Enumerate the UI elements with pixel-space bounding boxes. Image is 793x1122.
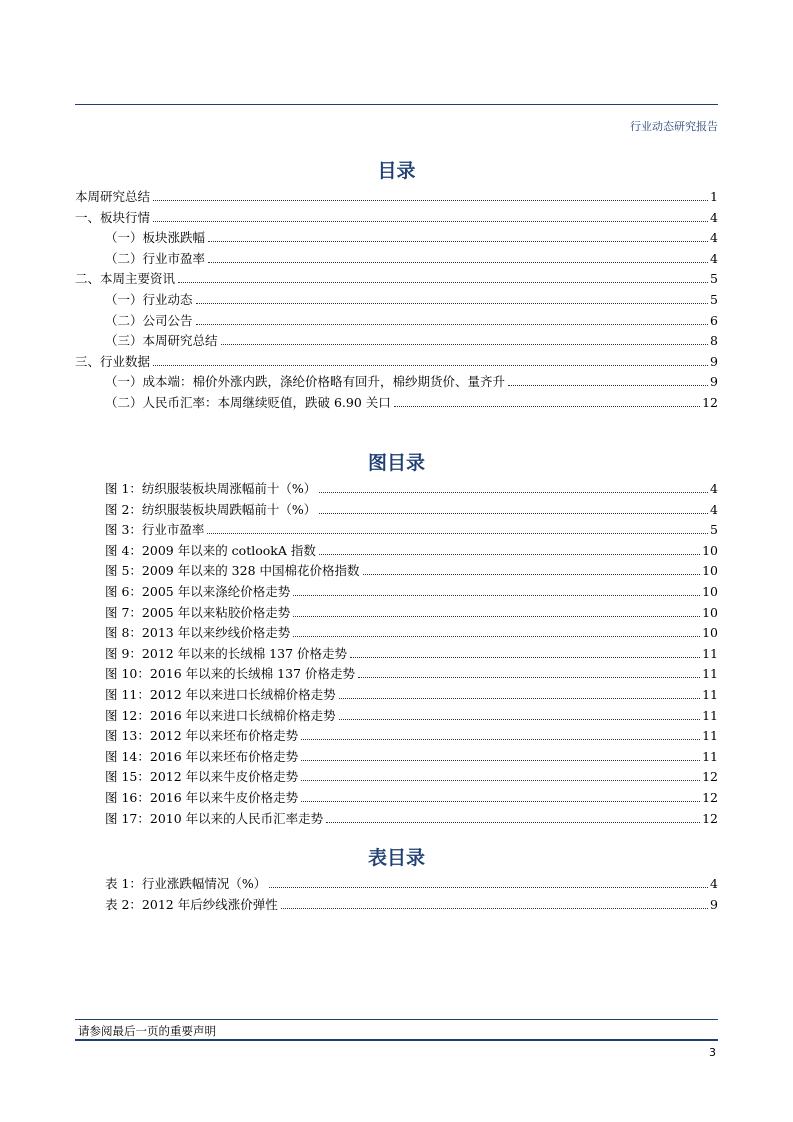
figure-entry-page: 11 <box>702 707 718 723</box>
figure-entry-text: 图 5：2009 年以来的 328 中国棉花价格指数 <box>105 563 360 579</box>
figure-entry-page: 10 <box>702 583 718 599</box>
dot-leader <box>196 324 708 325</box>
dot-leader <box>293 636 700 637</box>
toc-entry-text: （一）板块涨跌幅 <box>105 230 206 246</box>
toc-entry-page: 1 <box>710 189 718 204</box>
figure-entry[interactable] <box>75 623 718 644</box>
toc-entry-text: 三、行业数据 <box>75 353 151 369</box>
table-list <box>75 874 718 915</box>
figure-entry-text: 图 10：2016 年以来的长绒棉 137 价格走势 <box>105 666 355 682</box>
toc-entry[interactable] <box>75 208 718 229</box>
dot-leader <box>301 801 700 802</box>
figure-entry-page: 5 <box>710 522 718 538</box>
figure-entry-text: 图 12：2016 年以来进口长绒棉价格走势 <box>105 707 336 723</box>
toc-entry-page: 4 <box>710 209 718 225</box>
figure-entry-page: 11 <box>702 666 718 682</box>
dot-leader <box>508 385 708 386</box>
figure-entry-page: 11 <box>702 728 718 744</box>
figure-entry-page: 11 <box>702 748 718 764</box>
dot-leader <box>207 533 708 534</box>
table-entry[interactable] <box>75 874 718 895</box>
dot-leader <box>293 595 700 596</box>
figure-entry-text: 图 17：2010 年以来的人民币汇率走势 <box>105 810 324 826</box>
figure-list <box>75 479 718 829</box>
dot-leader <box>358 677 700 678</box>
dot-leader <box>293 616 700 617</box>
figure-entry-text: 图 16：2016 年以来牛皮价格走势 <box>105 789 299 805</box>
figure-entry-text: 图 9：2012 年以来的长绒棉 137 价格走势 <box>105 645 348 661</box>
figure-entry-page: 11 <box>702 645 718 661</box>
dot-leader <box>153 221 708 222</box>
toc-entry[interactable] <box>75 331 718 352</box>
figure-entry[interactable] <box>75 520 718 541</box>
dot-leader <box>153 365 708 366</box>
toc-entry-page: 6 <box>710 312 718 328</box>
figure-entry[interactable] <box>75 767 718 788</box>
dot-leader <box>319 492 708 493</box>
table-entry-page: 4 <box>710 876 718 891</box>
dot-leader <box>281 908 708 909</box>
dot-leader <box>339 698 700 699</box>
toc-entry-text: （一）成本端：棉价外涨内跌，涤纶价格略有回升，棉纱期货价、量齐升 <box>105 374 506 390</box>
figure-entry-page: 10 <box>702 625 718 641</box>
toc-entry-page: 9 <box>710 353 718 369</box>
figure-entry-text: 图 15：2012 年以来牛皮价格走势 <box>105 769 299 785</box>
toc-entry-page: 12 <box>702 394 718 410</box>
dot-leader <box>196 303 708 304</box>
dot-leader <box>221 344 708 345</box>
figure-entry[interactable] <box>75 541 718 562</box>
dot-leader <box>178 282 708 283</box>
toc-entry-text: 二、本周主要资讯 <box>75 271 176 287</box>
toc-entry-text: （三）本周研究总结 <box>105 333 218 349</box>
dot-leader <box>301 739 700 740</box>
toc-entry[interactable] <box>75 228 718 249</box>
figure-entry[interactable] <box>75 706 718 727</box>
dot-leader <box>326 822 700 823</box>
table-entry-text: 表 2：2012 年后纱线涨价弹性 <box>105 896 278 912</box>
figure-entry[interactable] <box>75 500 718 521</box>
figure-entry-text: 图 4：2009 年以来的 cotlookA 指数 <box>105 542 316 558</box>
figure-entry-text: 图 8：2013 年以来纱线价格走势 <box>105 625 291 641</box>
page-number: 3 <box>709 1046 716 1059</box>
toc-entry-text: （二）行业市盈率 <box>105 250 206 266</box>
figure-entry[interactable] <box>75 644 718 665</box>
figure-entry[interactable] <box>75 685 718 706</box>
figure-entry[interactable] <box>75 603 718 624</box>
toc-entry-page: 5 <box>710 291 718 307</box>
figure-entry-page: 11 <box>702 686 718 702</box>
toc-entry[interactable] <box>75 372 718 393</box>
dot-leader <box>319 513 708 514</box>
figure-entry-text: 图 2：纺织服装板块周跌幅前十（%） <box>105 501 317 517</box>
figure-entry[interactable] <box>75 561 718 582</box>
figure-entry[interactable] <box>75 479 718 500</box>
figure-entry-page: 12 <box>702 789 718 805</box>
toc-entry-page: 4 <box>710 250 718 266</box>
toc-entry-page: 9 <box>710 374 718 390</box>
toc-entry-text: （一）行业动态 <box>105 291 193 307</box>
figure-entry[interactable] <box>75 809 718 830</box>
figure-entry-text: 图 6：2005 年以来涤纶价格走势 <box>105 583 291 599</box>
dot-leader <box>153 200 708 201</box>
toc-entry[interactable] <box>75 393 718 414</box>
dot-leader <box>301 760 700 761</box>
dot-leader <box>208 262 708 263</box>
toc-entry[interactable] <box>75 311 718 332</box>
toc-entry[interactable] <box>75 290 718 311</box>
figure-entry-text: 图 7：2005 年以来粘胶价格走势 <box>105 604 291 620</box>
toc-entry-page: 4 <box>710 230 718 246</box>
dot-leader <box>301 780 700 781</box>
figures-title: 图目录 <box>367 452 425 474</box>
figure-entry-page: 4 <box>710 481 718 496</box>
table-entry[interactable] <box>75 895 718 916</box>
dot-leader <box>269 887 708 888</box>
tables-title: 表目录 <box>367 847 425 869</box>
figure-entry-text: 图 3：行业市盈率 <box>105 522 205 538</box>
toc-entry[interactable] <box>75 352 718 373</box>
figure-entry-text: 图 11：2012 年以来进口长绒棉价格走势 <box>105 686 336 702</box>
report-type-label: 行业动态研究报告 <box>630 120 718 133</box>
dot-leader <box>363 574 701 575</box>
figure-entry-page: 10 <box>702 604 718 620</box>
dot-leader <box>319 554 700 555</box>
toc-entry-text: 本周研究总结 <box>75 189 151 204</box>
header-rule <box>75 104 718 105</box>
figure-entry-text: 图 13：2012 年以来坯布价格走势 <box>105 728 299 744</box>
figure-entry[interactable] <box>75 582 718 603</box>
figure-entry-page: 10 <box>702 563 718 579</box>
toc-entry-text: （二）人民币汇率：本周继续贬值，跌破 6.90 关口 <box>105 394 391 410</box>
figure-entry[interactable] <box>75 747 718 768</box>
toc-list <box>75 187 718 414</box>
footer-rule <box>75 1019 718 1020</box>
dot-leader <box>350 657 700 658</box>
toc-entry-page: 5 <box>710 271 718 287</box>
toc-entry-page: 8 <box>710 333 718 349</box>
figure-entry-page: 12 <box>702 769 718 785</box>
table-entry-text: 表 1：行业涨跌幅情况（%） <box>105 876 267 891</box>
toc-title: 目录 <box>377 160 416 182</box>
toc-entry[interactable] <box>75 187 718 208</box>
disclaimer-notice: 请参阅最后一页的重要声明 <box>78 1024 216 1038</box>
figure-entry[interactable] <box>75 664 718 685</box>
figure-entry-text: 图 14：2016 年以来坯布价格走势 <box>105 748 299 764</box>
figure-entry[interactable] <box>75 788 718 809</box>
dot-leader <box>394 406 700 407</box>
footer-rule-thick <box>75 1039 718 1041</box>
dot-leader <box>339 719 700 720</box>
figure-entry-text: 图 1：纺织服装板块周涨幅前十（%） <box>105 481 317 496</box>
dot-leader <box>208 241 708 242</box>
figure-entry-page: 12 <box>702 810 718 826</box>
toc-entry[interactable] <box>75 269 718 290</box>
figure-entry-page: 10 <box>702 542 718 558</box>
toc-entry-text: 一、板块行情 <box>75 209 151 225</box>
table-entry-page: 9 <box>710 896 718 912</box>
figure-entry[interactable] <box>75 726 718 747</box>
figure-entry-page: 4 <box>710 501 718 517</box>
toc-entry-text: （二）公司公告 <box>105 312 193 328</box>
toc-entry[interactable] <box>75 249 718 270</box>
